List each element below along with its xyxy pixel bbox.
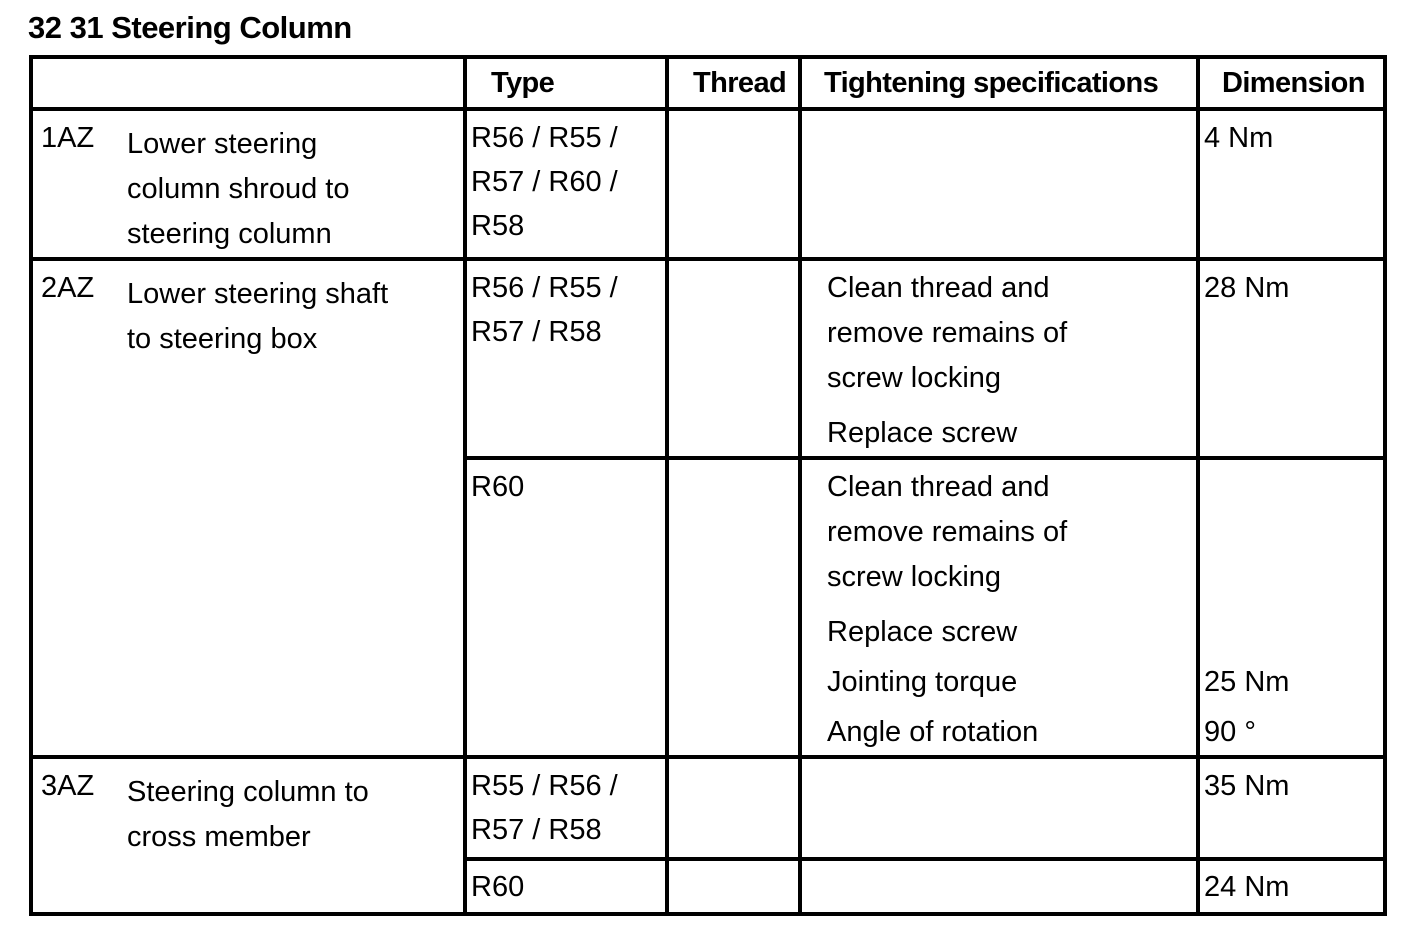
type-line: R58 xyxy=(471,210,525,242)
description-line: Steering column to xyxy=(127,776,369,808)
type-cell xyxy=(465,259,667,458)
thread-cell xyxy=(667,458,800,757)
type-line: R56 / R55 / xyxy=(471,272,618,304)
spec-line: Replace screw xyxy=(827,616,1018,648)
item-code: 2AZ xyxy=(41,272,95,304)
type-line: R60 xyxy=(471,871,525,903)
type-line: R55 / R56 / xyxy=(471,770,618,802)
spec-line: Jointing torque xyxy=(827,666,1018,698)
item-description xyxy=(127,767,463,860)
header-tightening-specifications: Tightening specifications xyxy=(800,57,1198,109)
header-dimension: Dimension xyxy=(1198,57,1385,109)
item-code: 3AZ xyxy=(41,770,95,802)
item-code: 1AZ xyxy=(41,122,95,154)
spec-cell xyxy=(800,259,1198,458)
spec-line: Angle of rotation xyxy=(827,716,1039,748)
spec-cell xyxy=(800,757,1198,859)
type-line: R57 / R58 xyxy=(471,814,602,846)
type-line: R56 / R55 / xyxy=(471,122,618,154)
description-line: to steering box xyxy=(127,323,318,355)
type-line: R57 / R60 / xyxy=(471,166,618,198)
thread-cell xyxy=(667,259,800,458)
item-cell xyxy=(31,757,465,914)
table-header-row xyxy=(31,57,1385,109)
spec-line: Clean thread and xyxy=(827,272,1050,304)
spec-line: screw locking xyxy=(827,561,1002,593)
header-thread: Thread xyxy=(667,57,800,109)
spec-cell xyxy=(800,458,1198,757)
type-line: R60 xyxy=(471,471,525,503)
dimension-cell: 28 Nm xyxy=(1198,259,1385,458)
spec-cell xyxy=(800,859,1198,914)
dimension-cell: 35 Nm xyxy=(1198,757,1385,859)
page-title: 32 31 Steering Column xyxy=(28,10,352,45)
table-row xyxy=(31,259,1385,458)
dimension-cell: 24 Nm xyxy=(1198,859,1385,914)
thread-cell xyxy=(667,757,800,859)
spec-cell xyxy=(800,109,1198,259)
item-cell xyxy=(31,259,465,757)
spec-line: remove remains of xyxy=(827,516,1068,548)
spec-line: Replace screw xyxy=(827,417,1018,449)
spec-line: Clean thread and xyxy=(827,471,1050,503)
spec-line: screw locking xyxy=(827,362,1002,394)
thread-cell xyxy=(667,859,800,914)
header-type: Type xyxy=(465,57,667,109)
item-cell xyxy=(31,109,465,259)
description-line: Lower steering shaft xyxy=(127,278,389,310)
type-cell xyxy=(465,109,667,259)
type-cell xyxy=(465,458,667,757)
dimension-line: 90 ° xyxy=(1204,716,1256,748)
description-line: cross member xyxy=(127,821,311,853)
table-row xyxy=(31,109,1385,259)
dimension-line: 25 Nm xyxy=(1204,666,1290,698)
type-cell xyxy=(465,859,667,914)
dimension-cell xyxy=(1198,458,1385,757)
description-line: Lower steering xyxy=(127,128,318,160)
type-line: R57 / R58 xyxy=(471,316,602,348)
dimension-cell: 4 Nm xyxy=(1198,109,1385,259)
type-cell xyxy=(465,757,667,859)
torque-spec-table xyxy=(29,55,1387,916)
header-item xyxy=(31,57,465,109)
description-line: steering column xyxy=(127,218,332,250)
spec-line: remove remains of xyxy=(827,317,1068,349)
description-line: column shroud to xyxy=(127,173,350,205)
item-description xyxy=(127,269,463,362)
table-row xyxy=(31,757,1385,859)
thread-cell xyxy=(667,109,800,259)
item-description xyxy=(127,119,463,257)
